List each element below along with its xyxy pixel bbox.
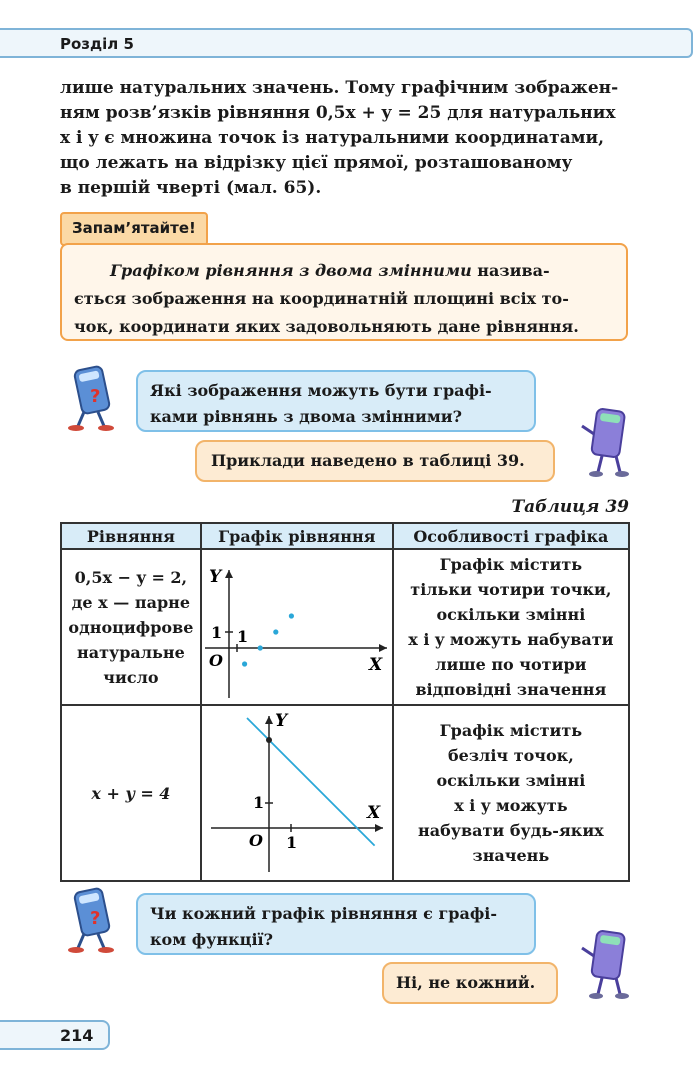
feature-line: оскільки змінні — [436, 605, 586, 624]
equation-line: де x — парне — [71, 592, 191, 612]
answer-bubble — [195, 440, 555, 482]
answer-text: Ні, не кожний. — [396, 973, 536, 992]
table-row — [61, 549, 629, 705]
remember-line — [74, 257, 614, 285]
points-graph — [203, 550, 391, 700]
features-cell — [393, 549, 629, 705]
answer-robot-icon — [578, 926, 636, 1002]
table-row — [61, 705, 629, 881]
y-unit-label: 1 — [252, 793, 264, 812]
table-caption: Таблиця 39 — [511, 497, 629, 517]
svg-text:?: ? — [90, 908, 101, 929]
intro-line: в першій чверті (мал. 65). — [60, 178, 322, 198]
question-line: Чи кожний графік рівняння є графі- — [150, 904, 497, 923]
y-unit-label: 1 — [210, 623, 222, 642]
intro-line: x і y є множина точок із натуральними координатами, — [60, 128, 604, 148]
question-robot-icon — [64, 884, 122, 954]
graph-point — [242, 661, 247, 666]
feature-line: x і y можуть набувати — [408, 630, 614, 649]
remember-line: ється зображення на координатній площині всіх то- — [74, 289, 569, 308]
y-axis-label: Y — [274, 711, 287, 731]
x-unit-label: 1 — [236, 627, 248, 646]
remember-text: назива- — [471, 261, 550, 280]
graph-point — [273, 629, 278, 634]
remember-box — [60, 243, 628, 341]
answer-robot-icon — [578, 404, 636, 480]
x-axis-arrow-icon — [379, 644, 387, 652]
equation-cell — [61, 705, 201, 881]
intro-paragraph — [60, 76, 630, 201]
equation-cell — [61, 549, 201, 705]
remember-label: Запам’ятайте! — [60, 212, 208, 246]
feature-line: оскільки змінні — [436, 771, 586, 790]
definition-term: Графіком рівняння з двома змінними — [110, 261, 472, 280]
remember-line: чок, координати яких задовольняють дане рівняння. — [74, 317, 579, 336]
table-header-row — [61, 523, 629, 549]
page-number: 214 — [60, 1026, 94, 1045]
x-axis-label: X — [366, 803, 380, 823]
feature-line: Графік містить — [439, 555, 583, 574]
column-header: Особливості графіка — [393, 523, 629, 549]
answer-bubble — [382, 962, 558, 1004]
question-line: Які зображення можуть бути графі- — [150, 381, 492, 400]
line-graph — [203, 706, 391, 876]
intro-line: що лежать на відрізку цієї прямої, розташованому — [60, 153, 573, 173]
column-header: Графік рівняння — [201, 523, 393, 549]
y-intercept-point — [266, 737, 272, 743]
question-line: ком функції? — [150, 930, 273, 949]
y-axis-arrow-icon — [265, 716, 273, 724]
feature-line: Графік містить — [439, 721, 583, 740]
equation-line: x + y = 4 — [91, 783, 171, 803]
section-header — [0, 28, 693, 58]
feature-line: лише по чотири — [435, 655, 587, 674]
answer-text: Приклади наведено в таблиці 39. — [211, 451, 525, 470]
equation-line: натуральне — [76, 642, 185, 662]
svg-text:?: ? — [90, 386, 101, 407]
equation-line: число — [103, 667, 159, 687]
x-unit-label: 1 — [285, 833, 297, 852]
graph-cell — [201, 549, 393, 705]
x-axis-arrow-icon — [375, 824, 383, 832]
graph-point — [257, 645, 262, 650]
graphs-table — [60, 522, 630, 882]
column-header: Рівняння — [61, 523, 201, 549]
feature-line: відповідні значення — [415, 680, 607, 699]
graph-line — [247, 718, 375, 846]
feature-line: безліч точок, — [447, 746, 574, 765]
question-line: ками рівнянь з двома змінними? — [150, 407, 462, 426]
feature-line: значень — [472, 846, 550, 865]
y-axis-arrow-icon — [225, 570, 233, 578]
intro-line: ням розв’язків рівняння 0,5x + y = 25 для натуральних — [60, 103, 616, 123]
y-axis-label: Y — [208, 567, 221, 587]
intro-line: лише натуральних значень. Тому графічним зображен- — [60, 78, 619, 98]
question-bubble — [136, 370, 536, 432]
graph-point — [289, 613, 294, 618]
origin-label: O — [248, 831, 263, 850]
features-cell — [393, 705, 629, 881]
feature-line: тільки чотири точки, — [410, 580, 612, 599]
page-number-tab — [0, 1020, 110, 1050]
equation-line: 0,5x − y = 2, — [74, 567, 188, 587]
equation-line: одноцифрове — [68, 617, 194, 637]
x-axis-label: X — [368, 655, 382, 675]
section-title: Розділ 5 — [60, 35, 134, 53]
graph-cell — [201, 705, 393, 881]
feature-line: x і y можуть — [454, 796, 568, 815]
origin-label: O — [208, 651, 223, 670]
feature-line: набувати будь-яких — [418, 821, 604, 840]
question-robot-icon — [64, 362, 122, 432]
question-bubble — [136, 893, 536, 955]
